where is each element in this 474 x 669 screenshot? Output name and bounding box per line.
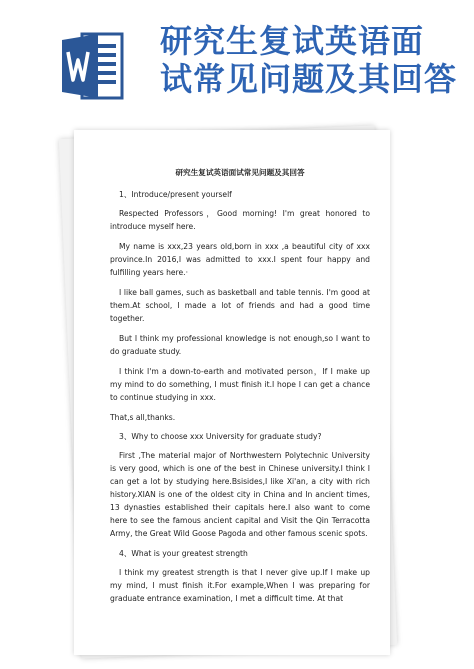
question-1-heading: 1、Introduce/present yourself [119,190,232,199]
banner-title [160,22,465,98]
paragraph: My name is xxx,23 years old,born in xxx ,a beautiful city of xxx province.In 2016,I was admitted to xxx.I spent four happy and fulfilling years here.· [110,242,370,277]
banner-title-line-1: 研究生复试英语面 [160,22,425,60]
banner [0,0,474,130]
banner-title-line-2: 试常见问题及其回答 [160,60,458,98]
paragraph: I think I'm a down-to-earth and motivated person，If I make up my mind to do something, I must finish it.I hope I can get a chance to continue studying in xxx. [110,367,370,402]
question-4-heading: 4、What is your greatest strength [119,549,248,558]
document-title: 研究生复试英语面试常见问题及其回答 [175,168,305,177]
paragraph: First ,The material major of Northwestern Polytechnic University is very good, which is one of the best in Chinese university.I think I can get a lot by studying here.Bsisides,I like Xi'an, a city with rich history.XIAN is one of the oldest city in China and In ancient times, 13 dynasties established their capitals here.I also want to come here to see the famous ancient capital and Visit the Qin Terracotta Army, the Great Wild Goose Pagoda and other famous scenic spots. [110,451,370,538]
paragraph: But I think my professional knowledge is not enough,so I want to do graduate study. [110,334,370,356]
question-3-heading: 3、Why to choose xxx University for graduate study? [119,432,322,441]
document-body [110,166,370,612]
paragraph: That,s all,thanks. [110,413,176,422]
document-page [74,130,390,655]
word-document-icon [62,28,126,104]
paragraph: I think my greatest strength is that I never give up.If I make up my mind, I must finish it.For example,When I was preparing for graduate entrance examination, I met a difficult time. At that [110,568,370,603]
paragraph: Respected Professors，Good morning! I'm great honored to introduce myself here. [110,209,370,231]
paragraph: I like ball games, such as basketball and table tennis. I'm good at them.At school, I made a lot of friends and had a good time together. [110,288,370,323]
